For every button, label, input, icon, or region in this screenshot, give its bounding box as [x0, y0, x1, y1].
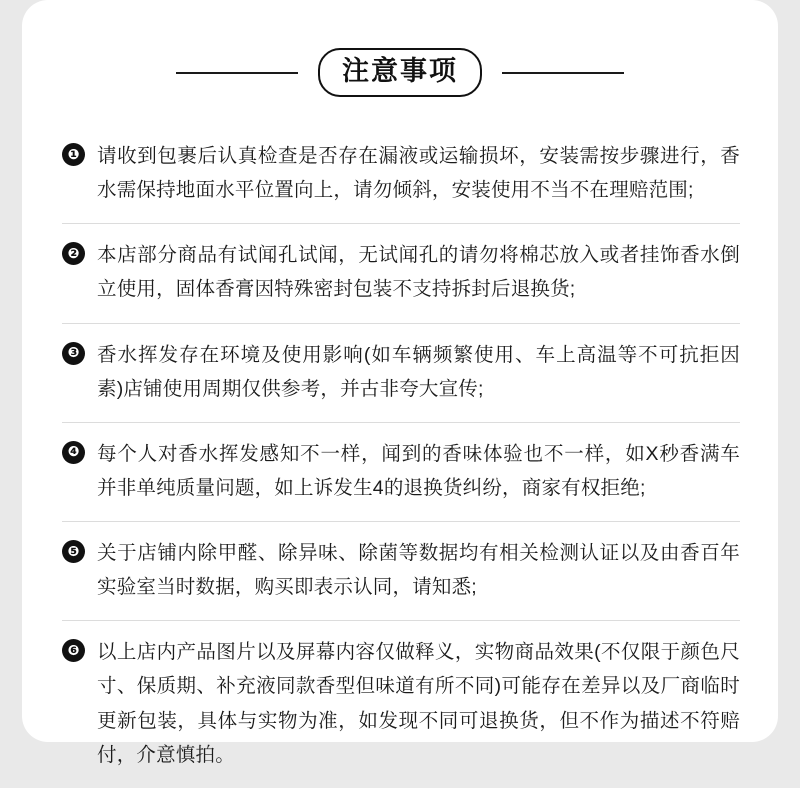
- list-item: [62, 324, 740, 423]
- list-item-text: 关于店铺内除甲醛、除异味、除菌等数据均有相关检测认证以及由香百年实验室当时数据，购买即表示认同，请知悉;: [97, 542, 740, 599]
- header-rule-left: [176, 72, 298, 74]
- number-badge-3: ❸: [62, 342, 85, 365]
- list-item: [62, 423, 740, 522]
- number-badge-2: ❷: [62, 242, 85, 265]
- list-item-text: 以上店内产品图片以及屏幕内容仅做释义，实物商品效果(不仅限于颜色尺寸、保质期、补充液同款香型但味道有所不同)可能存在差异以及厂商临时更新包装，具体与实物为准，如发现不同可退换货，但不作为描述不符赔付，介意慎拍。: [97, 641, 740, 766]
- number-badge-1: ❶: [62, 143, 85, 166]
- number-badge-5: ❺: [62, 540, 85, 563]
- number-badge-6: ❻: [62, 639, 85, 662]
- notice-card: [22, 0, 778, 766]
- list-item: [62, 125, 740, 224]
- list-item: [62, 224, 740, 323]
- list-item-text: 香水挥发存在环境及使用影响(如车辆频繁使用、车上高温等不可抗拒因素)店铺使用周期仅供参考，并古非夸大宣传;: [97, 343, 740, 400]
- notice-list: [62, 125, 740, 788]
- list-item-text: 本店部分商品有试闻孔试闻，无试闻孔的请勿将棉芯放入或者挂饰香水倒立使用，固体香膏因特殊密封包装不支持拆封后退换货;: [97, 244, 740, 301]
- list-item: [62, 621, 740, 788]
- page-title: 注意事项: [318, 48, 482, 97]
- notice-header: [22, 0, 778, 97]
- number-badge-4: ❹: [62, 441, 85, 464]
- list-item-text: 每个人对香水挥发感知不一样，闻到的香味体验也不一样，如X秒香满车并非单纯质量问题，如上诉发生4的退换货纠纷，商家有权拒绝;: [97, 442, 740, 499]
- header-rule-right: [502, 72, 624, 74]
- list-item-text: 请收到包裹后认真检查是否存在漏液或运输损坏，安装需按步骤进行，香水需保持地面水平位置向上，请勿倾斜，安装使用不当不在理赔范围;: [97, 145, 740, 202]
- list-item: [62, 522, 740, 621]
